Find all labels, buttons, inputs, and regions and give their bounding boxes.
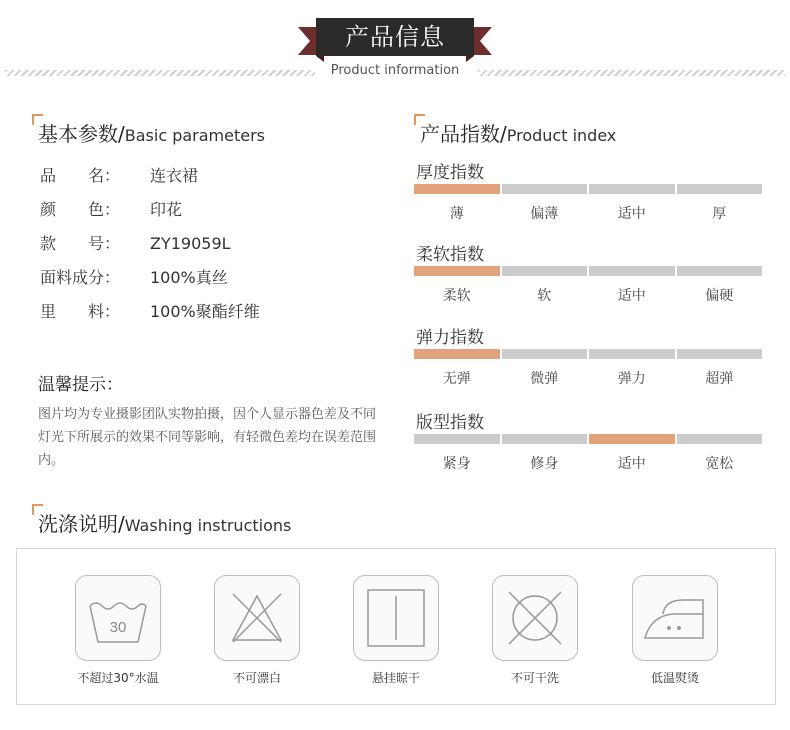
param-key: 款 号： (40, 234, 121, 253)
index-segment (589, 184, 675, 194)
index-group-title: 厚度指数 (416, 163, 484, 183)
param-key: 里 料： (40, 302, 121, 321)
index-segment (677, 349, 763, 359)
hang-dry-icon (353, 575, 439, 661)
index-option-label: 偏薄 (530, 206, 559, 222)
index-segment (677, 434, 763, 444)
divider-left (5, 70, 315, 76)
tip-title: 温馨提示： (38, 375, 123, 395)
index-option-label: 适中 (617, 206, 646, 222)
wash-temp-text: 30 (109, 619, 127, 636)
index-segment-selected (414, 349, 500, 359)
index-option-label: 宽松 (705, 456, 734, 472)
index-group-title: 弹力指数 (416, 328, 484, 348)
corner-mark (414, 114, 425, 125)
header-banner (0, 0, 790, 90)
index-labels (414, 203, 762, 223)
param-value: 100%聚酯纤维 (150, 302, 260, 321)
index-labels (414, 285, 762, 305)
param-row (40, 231, 231, 254)
index-option-label: 弹力 (617, 371, 646, 387)
index-segment (502, 434, 588, 444)
index-option-label: 柔软 (442, 288, 471, 304)
banner-subtitle: Product information (330, 63, 460, 78)
index-option-label: 无弹 (442, 371, 471, 387)
low-iron-icon (632, 575, 718, 661)
wash-item (202, 575, 312, 686)
wash-label: 不超过30°水温 (77, 671, 159, 685)
param-value: 印花 (150, 200, 183, 219)
index-segment (677, 184, 763, 194)
param-value: 100%真丝 (150, 268, 228, 287)
corner-mark (32, 114, 43, 125)
param-key: 颜 色： (40, 200, 121, 219)
param-value: 连衣裙 (150, 166, 199, 185)
index-segment-selected (414, 184, 500, 194)
index-option-label: 超弹 (705, 371, 734, 387)
product-index-title-en: Product index (506, 126, 617, 145)
wash-label: 低温熨烫 (650, 671, 699, 685)
wash-item (620, 575, 730, 686)
wash-item (480, 575, 590, 686)
index-segment (502, 184, 588, 194)
washing-panel (16, 548, 776, 705)
index-segment (414, 434, 500, 444)
wash-item (341, 575, 451, 686)
param-key: 品 名： (40, 166, 121, 185)
index-segment (677, 266, 763, 276)
divider-right (478, 70, 785, 76)
no-dry-clean-icon (492, 575, 578, 661)
index-option-label: 软 (537, 288, 552, 304)
index-bar (414, 434, 762, 444)
washing-title-cn: 洗涤说明/ (38, 512, 125, 536)
ribbon-fold-left (316, 56, 324, 62)
param-value: ZY19059L (150, 234, 231, 253)
wash-label: 不可漂白 (232, 671, 281, 685)
index-segment (589, 266, 675, 276)
index-option-label: 适中 (617, 456, 646, 472)
basic-params-title-cn: 基本参数/ (38, 122, 125, 146)
wash-30-icon (75, 575, 161, 661)
index-segment (502, 349, 588, 359)
product-index-title-cn: 产品指数/ (420, 122, 507, 146)
index-segment-selected (414, 266, 500, 276)
index-segment (589, 349, 675, 359)
no-bleach-icon (214, 575, 300, 661)
tip-text: 图片均为专业摄影团队实物拍摄，因个人显示器色差及不同灯光下所展示的效果不同等影响，有轻微色差均在误差范围内。 (38, 407, 377, 468)
index-group-title: 版型指数 (416, 413, 484, 433)
index-option-label: 修身 (530, 456, 559, 472)
param-row (40, 265, 228, 288)
index-segment (502, 266, 588, 276)
param-row (40, 197, 182, 220)
washing-title-en: Washing instructions (124, 516, 292, 535)
banner-title: 产品信息 (316, 18, 474, 56)
index-group-title: 柔软指数 (416, 245, 484, 265)
index-labels (414, 453, 762, 473)
index-bar (414, 184, 762, 194)
ribbon-fold-right (466, 56, 474, 62)
index-option-label: 厚 (712, 206, 727, 222)
wash-label: 不可干洗 (510, 671, 559, 685)
index-option-label: 微弹 (530, 371, 559, 387)
param-key: 面料成分： (40, 268, 121, 287)
basic-params-heading (38, 118, 265, 147)
param-row (40, 163, 198, 186)
index-option-label: 偏硬 (705, 288, 734, 304)
index-option-label: 薄 (449, 206, 464, 222)
param-row (40, 299, 260, 322)
index-labels (414, 368, 762, 388)
index-bar (414, 349, 762, 359)
wash-item (63, 575, 173, 686)
basic-params-title-en: Basic parameters (124, 126, 265, 145)
washing-heading (38, 508, 291, 537)
index-option-label: 适中 (617, 288, 646, 304)
index-option-label: 紧身 (442, 456, 471, 472)
index-segment-selected (589, 434, 675, 444)
corner-mark (32, 504, 43, 515)
wash-label: 悬挂晾干 (371, 671, 420, 685)
product-index-heading (420, 118, 616, 147)
index-bar (414, 266, 762, 276)
